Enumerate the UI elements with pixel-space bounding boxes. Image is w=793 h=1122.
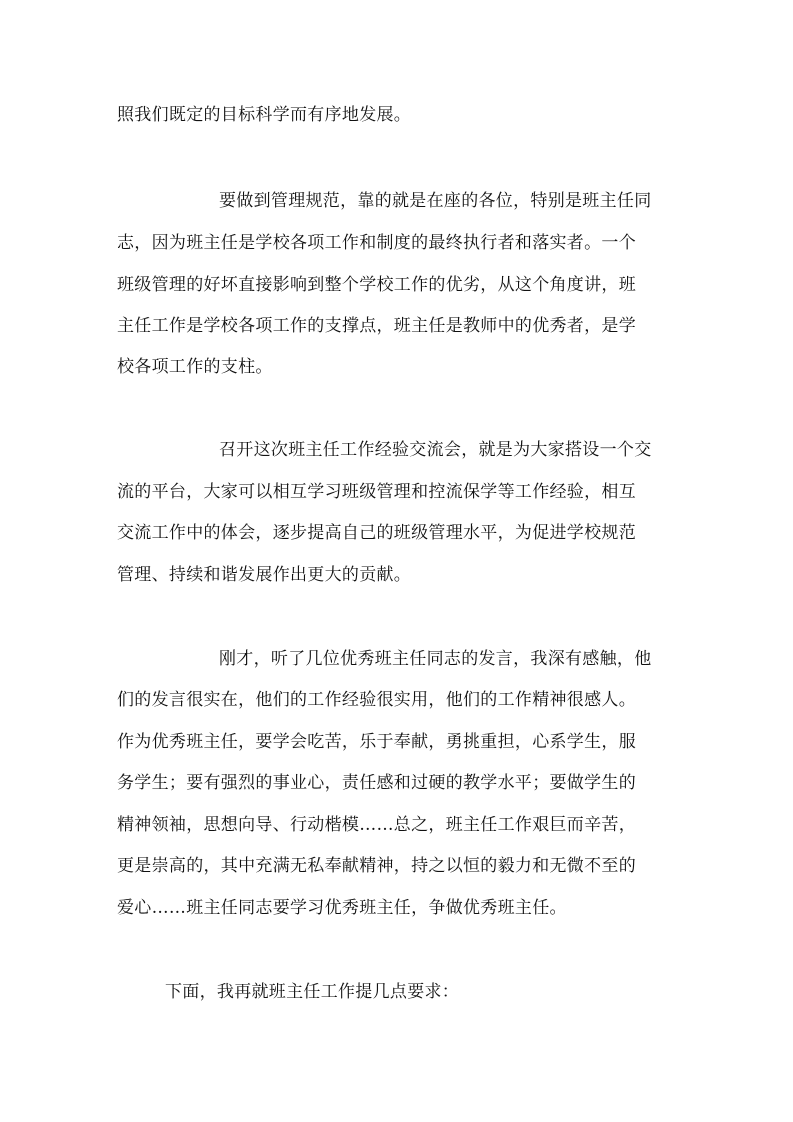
paragraph-line: 班级管理的好坏直接影响到整个学校工作的优劣，从这个角度讲，班	[117, 275, 636, 295]
paragraph-line: 下面，我再就班主任工作提几点要求：	[165, 982, 460, 1002]
paragraph-line: 作为优秀班主任，要学会吃苦，乐于奉献，勇挑重担，心系学生，服	[117, 732, 636, 752]
paragraph-line: 流的平台，大家可以相互学习班级管理和控流保学等工作经验，相互	[117, 482, 636, 502]
paragraph-line: 爱心……班主任同志要学习优秀班主任，争做优秀班主任。	[117, 898, 567, 918]
paragraph-line: 精神领袖，思想向导、行动楷模……总之，班主任工作艰巨而辛苦，	[117, 815, 636, 835]
paragraph-line: 召开这次班主任工作经验交流会，就是为大家搭设一个交	[219, 440, 652, 460]
paragraph-line: 要做到管理规范，靠的就是在座的各位，特别是班主任同	[219, 191, 652, 211]
paragraph-line: 们的发言很实在，他们的工作经验很实用，他们的工作精神很感人。	[117, 690, 636, 710]
paragraph-line: 交流工作中的体会，逐步提高自己的班级管理水平，为促进学校规范	[117, 523, 636, 543]
paragraph-line: 照我们既定的目标科学而有序地发展。	[117, 105, 412, 125]
paragraph-line: 校各项工作的支柱。	[117, 357, 273, 377]
paragraph-line: 主任工作是学校各项工作的支撑点，班主任是教师中的优秀者，是学	[117, 316, 636, 336]
paragraph-line: 刚才，听了几位优秀班主任同志的发言，我深有感触，他	[219, 649, 652, 669]
paragraph-line: 志，因为班主任是学校各项工作和制度的最终执行者和落实者。一个	[117, 233, 636, 253]
paragraph-line: 管理、持续和谐发展作出更大的贡献。	[117, 565, 412, 585]
paragraph-line: 务学生；要有强烈的事业心，责任感和过硬的教学水平；要做学生的	[117, 773, 636, 793]
paragraph-line: 更是崇高的，其中充满无私奉献精神，持之以恒的毅力和无微不至的	[117, 856, 636, 876]
